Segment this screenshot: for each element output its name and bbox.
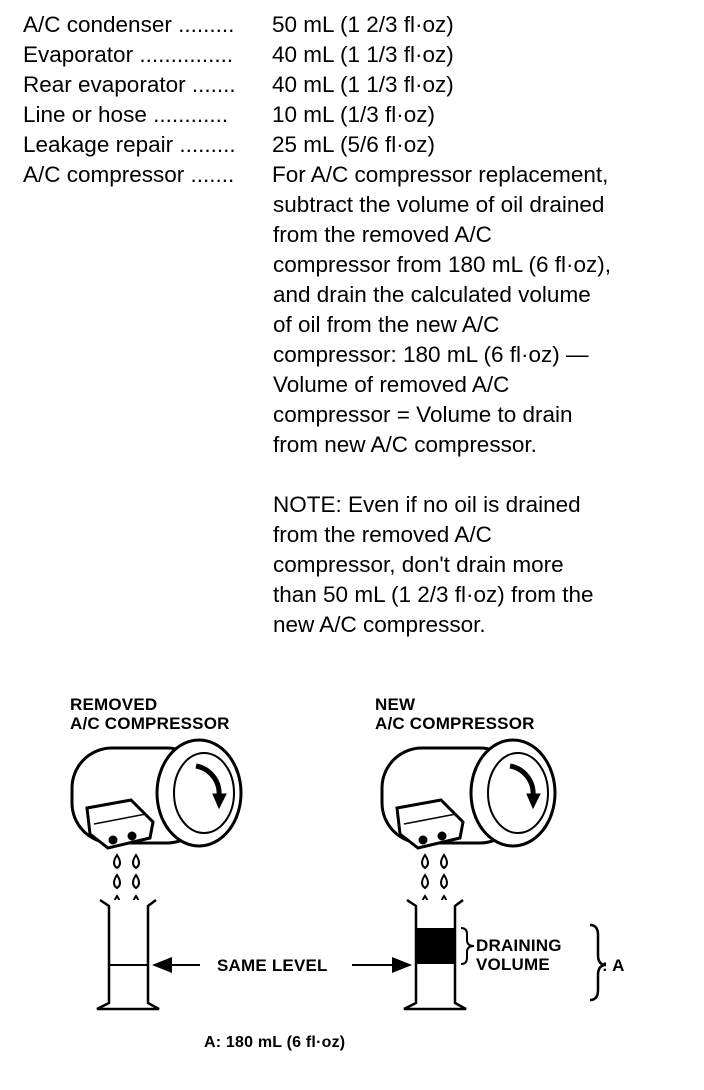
note (273, 490, 594, 640)
spec-row-leakage-repair (23, 130, 435, 160)
spec-label: Line or hose (23, 102, 147, 127)
note-line: from the removed A/C (273, 522, 492, 547)
note-line: compressor, don't drain more (273, 552, 564, 577)
note-line: NOTE: Even if no oil is drained (273, 492, 581, 517)
spec-label: A/C condenser (23, 12, 172, 37)
new-compressor-label (375, 695, 535, 733)
instruction-line: from the removed A/C (273, 222, 492, 247)
spec-row-line-or-hose (23, 100, 435, 130)
spec-value: For A/C compressor replacement, (272, 162, 609, 187)
instruction-line: compressor: 180 mL (6 fl·oz) — (273, 342, 589, 367)
draining-label-line2: VOLUME (476, 955, 550, 974)
removed-compressor-drawing (72, 740, 241, 848)
spec-value: 50 mL (1 2/3 fl·oz) (272, 12, 454, 37)
instruction-line: subtract the volume of oil drained (273, 192, 605, 217)
measuring-cylinder-left (97, 900, 159, 1009)
spec-row-evaporator (23, 40, 454, 70)
instruction-line: compressor from 180 mL (6 fl·oz), (273, 252, 612, 277)
new-label-line2: A/C COMPRESSOR (375, 714, 535, 733)
draining-brace (461, 928, 474, 964)
leader-dots: ......... (173, 132, 236, 157)
spec-row-rear-evaporator (23, 70, 454, 100)
instruction-line: compressor = Volume to drain (273, 402, 573, 427)
instruction-line: from new A/C compressor. (273, 432, 537, 457)
leader-dots: ....... (185, 72, 236, 97)
new-label-line1: NEW (375, 695, 416, 714)
note-line: new A/C compressor. (273, 612, 486, 637)
spec-value: 10 mL (1/3 fl·oz) (272, 102, 435, 127)
spec-value: 25 mL (5/6 fl·oz) (272, 132, 435, 157)
draining-label-line1: DRAINING (476, 936, 562, 955)
new-compressor-drawing (382, 740, 555, 848)
a-marker-label: : A (602, 956, 625, 975)
figure-caption: A: 180 mL (6 fl·oz) (204, 1034, 346, 1051)
instruction-line: of oil from the new A/C (273, 312, 500, 337)
note-line: than 50 mL (1 2/3 fl·oz) from the (273, 582, 594, 607)
spec-label: Evaporator (23, 42, 134, 67)
compressor-instructions (273, 190, 611, 460)
spec-label: A/C compressor (23, 162, 185, 187)
spec-value: 40 mL (1 1/3 fl·oz) (272, 72, 454, 97)
leader-dots: ............... (133, 42, 234, 67)
leader-dots: ....... (184, 162, 235, 187)
spec-label: Leakage repair (23, 132, 174, 157)
removed-label-line2: A/C COMPRESSOR (70, 714, 230, 733)
draining-volume-fill (417, 928, 454, 964)
removed-label-line1: REMOVED (70, 695, 158, 714)
spec-value: 40 mL (1 1/3 fl·oz) (272, 42, 454, 67)
spec-row-condenser (23, 10, 454, 40)
removed-compressor-label (70, 695, 230, 733)
same-level-label: SAME LEVEL (217, 956, 328, 975)
draining-volume-label (476, 936, 562, 974)
spec-row-compressor (23, 160, 609, 190)
instruction-line: Volume of removed A/C (273, 372, 510, 397)
instruction-line: and drain the calculated volume (273, 282, 591, 307)
measuring-cylinder-right (404, 900, 466, 1009)
leader-dots: ......... (171, 12, 235, 37)
leader-dots: ............ (146, 102, 229, 127)
spec-label: Rear evaporator (23, 72, 186, 97)
